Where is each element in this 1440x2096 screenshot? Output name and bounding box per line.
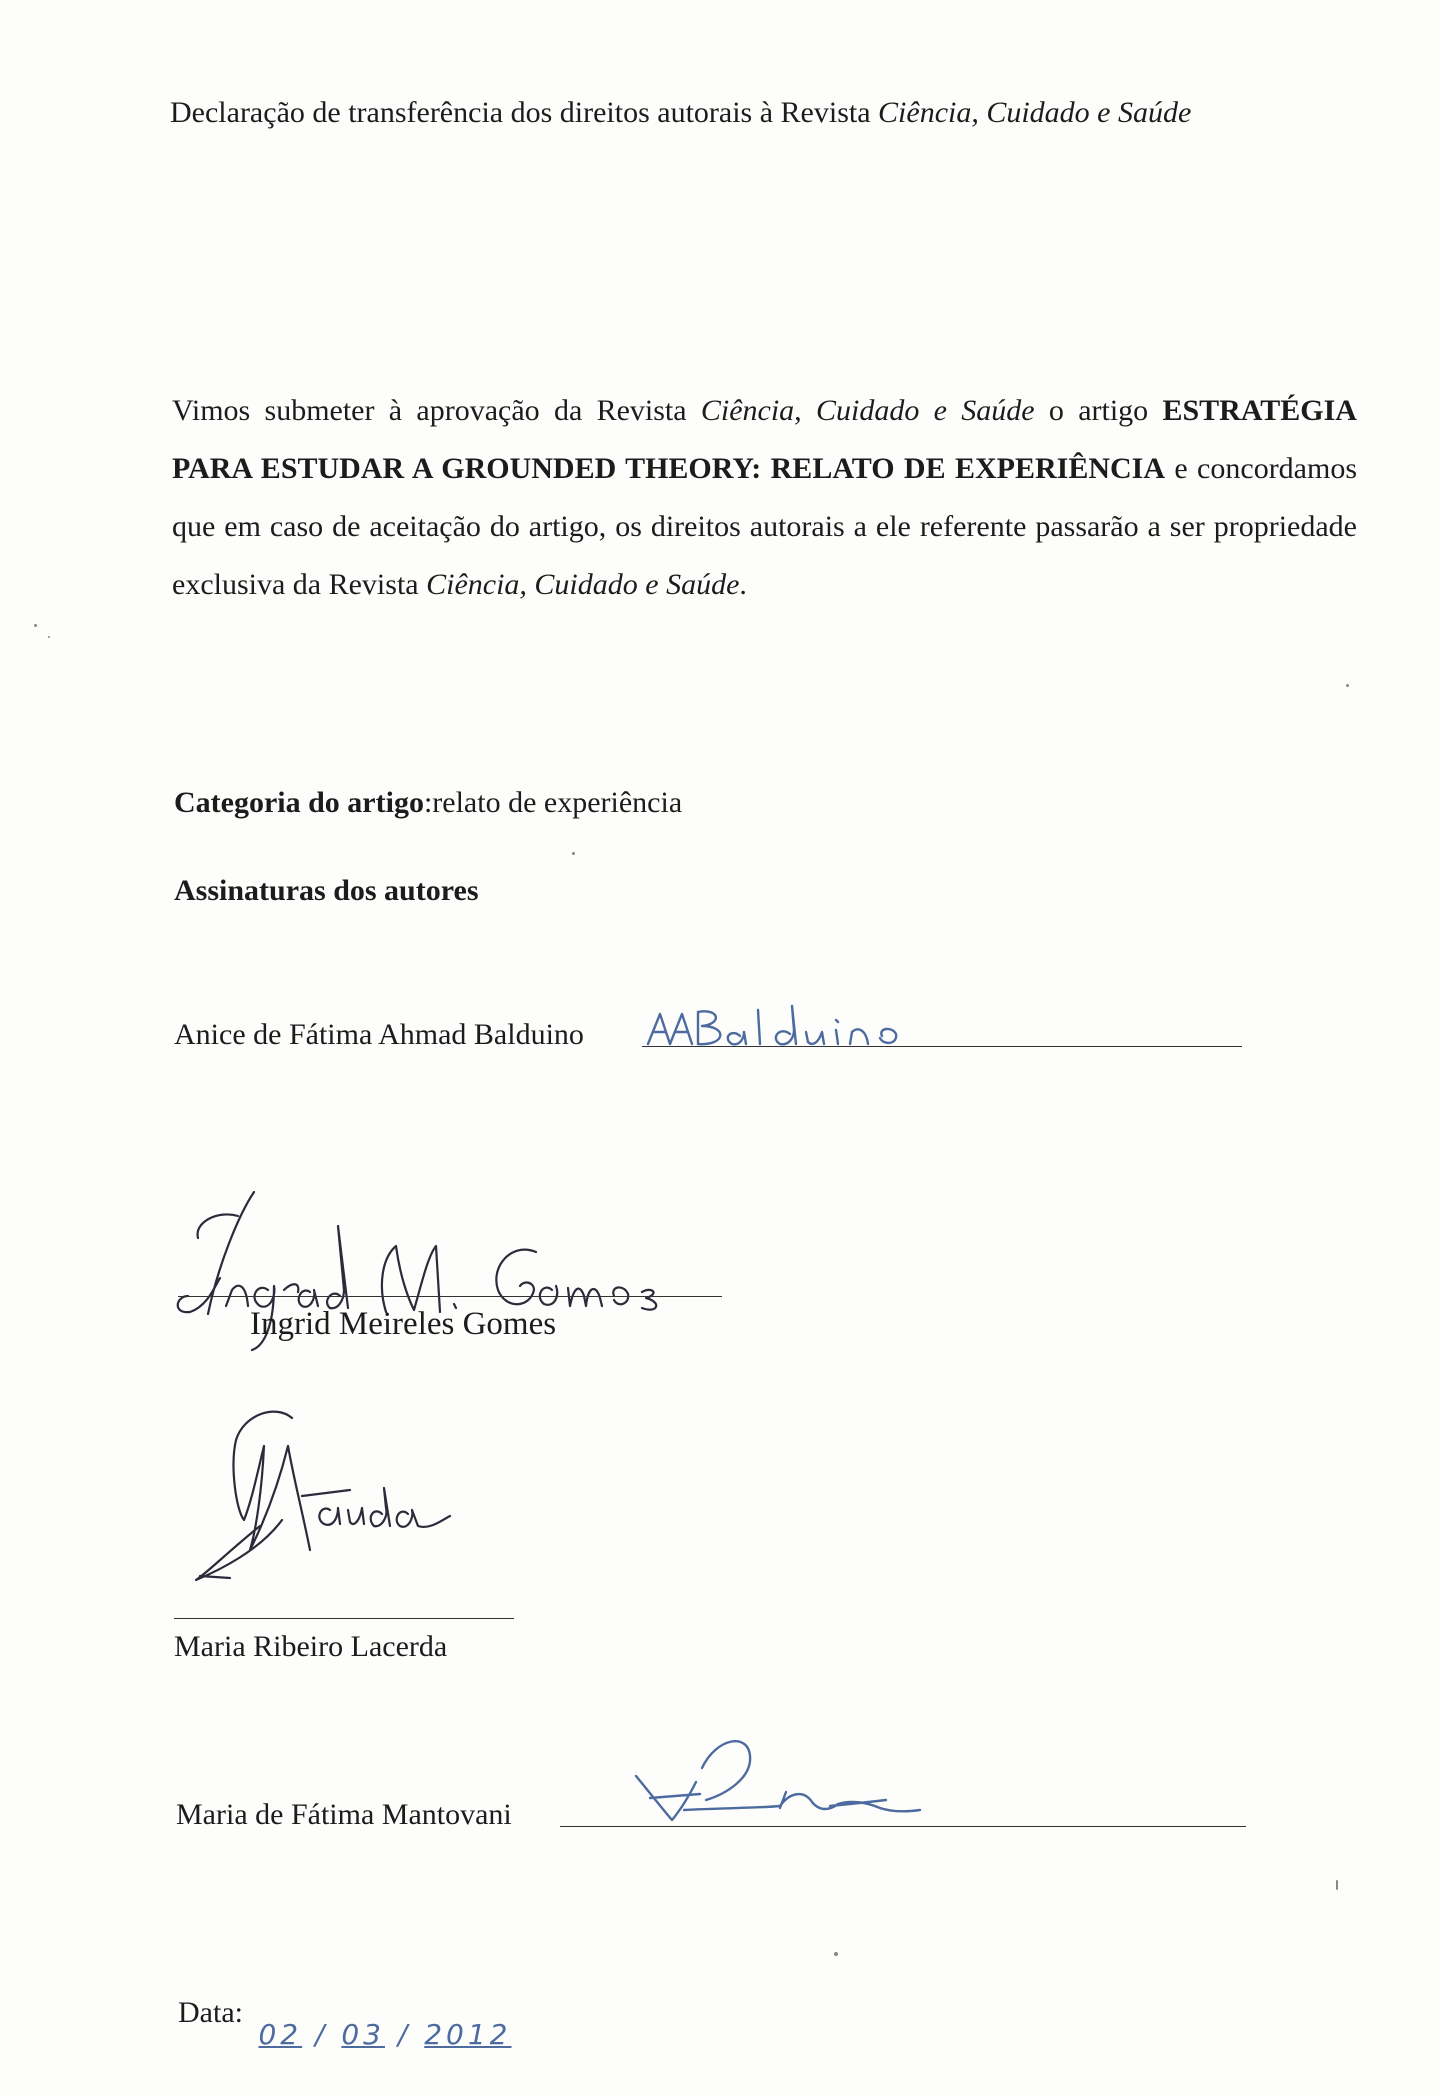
category-value: :relato de experiência: [423, 786, 683, 819]
signature-line-2: [178, 1296, 722, 1297]
signature-author-4: [630, 1728, 930, 1828]
article-title: ESTRATÉGIA PARA ESTUDAR A GROUNDED THEORY: RELATO DE EXPERIÊNCIA: [172, 394, 1357, 485]
date-field: Data: 02 / 03 / 2012: [178, 1996, 512, 2051]
signature-author-3: [190, 1400, 470, 1590]
declaration-journal-1: Ciência, Cuidado e Saúde: [700, 394, 1035, 427]
scan-speck: [1346, 684, 1349, 687]
author-name-4: Maria de Fátima Mantovani: [176, 1798, 512, 1831]
signature-line-3: [174, 1618, 514, 1619]
scan-speck: [1336, 1880, 1338, 1890]
declaration-text-4: .: [739, 568, 747, 601]
author-name-1: Anice de Fátima Ahmad Balduino: [174, 1018, 584, 1051]
scan-speck: [834, 1952, 838, 1956]
declaration-journal-2: Ciência, Cuidado e Saúde: [426, 568, 740, 601]
declaration-title: [170, 96, 1191, 130]
scan-speck: [572, 852, 575, 855]
date-label: Data:: [178, 1996, 243, 2029]
declaration-text-2: o artigo: [1034, 394, 1163, 427]
title-journal: Ciência, Cuidado e Saúde: [878, 96, 1192, 129]
author-name-3: Maria Ribeiro Lacerda: [174, 1630, 448, 1663]
signatures-heading: Assinaturas dos autores: [174, 874, 479, 907]
declaration-text-3: e concordamos que em caso de aceitação do artigo, os direitos autorais a ele referente passarão a ser propriedade exclusiva da Revista: [172, 452, 1358, 601]
signature-author-1: [640, 1002, 1090, 1052]
date-day: 02: [258, 2018, 303, 2051]
declaration-text-1: Vimos submeter à aprovação da Revista: [172, 394, 701, 427]
title-prefix: Declaração de transferência dos direitos autorais à Revista: [170, 96, 879, 129]
scan-speck: [48, 636, 50, 638]
date-year: 2012: [424, 2018, 512, 2051]
date-month: 03: [341, 2018, 385, 2051]
category-label: Categoria do artigo: [174, 786, 424, 819]
author-name-2: Ingrid Meireles Gomes: [250, 1306, 557, 1342]
scan-speck: [34, 624, 37, 627]
declaration-paragraph: [172, 382, 1357, 614]
article-category: [174, 786, 682, 820]
